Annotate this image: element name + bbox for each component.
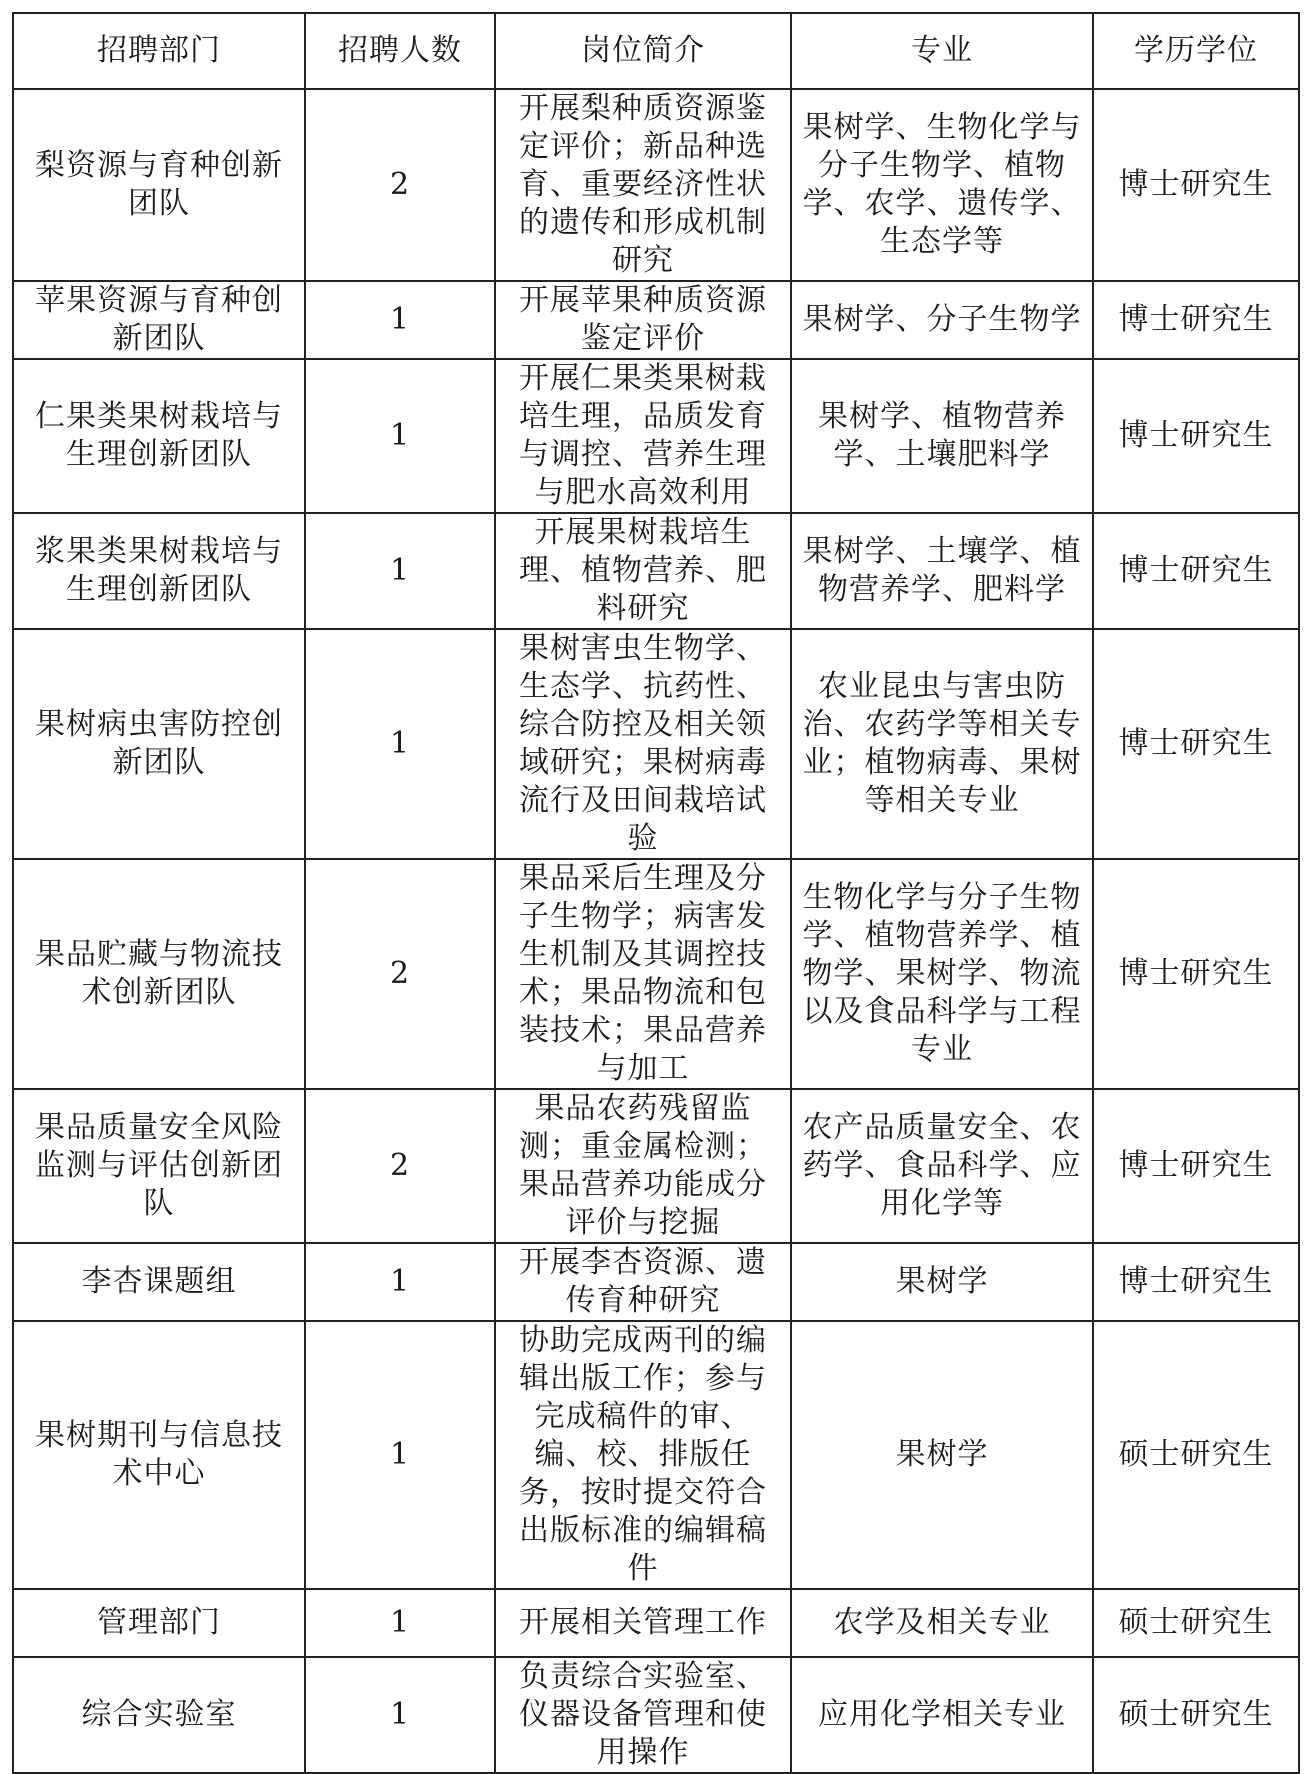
table-row — [13, 89, 1299, 281]
dept-cell: 管理部门 — [13, 1589, 305, 1657]
degree-cell: 硕士研究生 — [1093, 1589, 1299, 1657]
table-row — [13, 1243, 1299, 1321]
desc-cell: 开展梨种质资源鉴定评价；新品种选育、重要经济性状的遗传和形成机制研究 — [495, 89, 791, 281]
dept-cell: 果品贮藏与物流技术创新团队 — [13, 859, 305, 1089]
count-cell: 1 — [305, 359, 495, 513]
header-major: 专业 — [791, 13, 1093, 89]
count-cell: 2 — [305, 1089, 495, 1243]
table-row — [13, 1589, 1299, 1657]
table-row — [13, 629, 1299, 859]
degree-cell: 博士研究生 — [1093, 859, 1299, 1089]
degree-cell: 博士研究生 — [1093, 281, 1299, 359]
desc-cell: 协助完成两刊的编辑出版工作；参与完成稿件的审、编、校、排版任务，按时提交符合出版标准的编辑稿件 — [495, 1321, 791, 1589]
degree-cell: 硕士研究生 — [1093, 1321, 1299, 1589]
desc-cell: 开展仁果类果树栽培生理，品质发育与调控、营养生理与肥水高效利用 — [495, 359, 791, 513]
recruitment-table — [12, 12, 1300, 1774]
desc-cell: 开展苹果种质资源鉴定评价 — [495, 281, 791, 359]
dept-cell: 李杏课题组 — [13, 1243, 305, 1321]
desc-cell: 负责综合实验室、仪器设备管理和使用操作 — [495, 1657, 791, 1773]
degree-cell: 博士研究生 — [1093, 513, 1299, 629]
desc-cell: 开展相关管理工作 — [495, 1589, 791, 1657]
header-count: 招聘人数 — [305, 13, 495, 89]
table-row — [13, 281, 1299, 359]
table-row — [13, 1089, 1299, 1243]
major-cell: 果树学 — [791, 1321, 1093, 1589]
dept-cell: 苹果资源与育种创新团队 — [13, 281, 305, 359]
degree-cell: 博士研究生 — [1093, 629, 1299, 859]
dept-cell: 浆果类果树栽培与生理创新团队 — [13, 513, 305, 629]
header-degree: 学历学位 — [1093, 13, 1299, 89]
desc-cell: 开展李杏资源、遗传育种研究 — [495, 1243, 791, 1321]
major-cell: 果树学 — [791, 1243, 1093, 1321]
major-cell: 果树学、生物化学与分子生物学、植物学、农学、遗传学、生态学等 — [791, 89, 1093, 281]
dept-cell: 综合实验室 — [13, 1657, 305, 1773]
dept-cell: 果树期刊与信息技术中心 — [13, 1321, 305, 1589]
degree-cell: 博士研究生 — [1093, 1243, 1299, 1321]
table-header-row — [13, 13, 1299, 89]
degree-cell: 硕士研究生 — [1093, 1657, 1299, 1773]
degree-cell: 博士研究生 — [1093, 1089, 1299, 1243]
desc-cell: 果品采后生理及分子生物学；病害发生机制及其调控技术；果品物流和包装技术；果品营养与加工 — [495, 859, 791, 1089]
dept-cell: 梨资源与育种创新团队 — [13, 89, 305, 281]
header-dept: 招聘部门 — [13, 13, 305, 89]
count-cell: 1 — [305, 1589, 495, 1657]
dept-cell: 果树病虫害防控创新团队 — [13, 629, 305, 859]
desc-cell: 开展果树栽培生理、植物营养、肥料研究 — [495, 513, 791, 629]
table-row — [13, 859, 1299, 1089]
count-cell: 1 — [305, 1243, 495, 1321]
major-cell: 果树学、植物营养学、土壤肥料学 — [791, 359, 1093, 513]
major-cell: 果树学、分子生物学 — [791, 281, 1093, 359]
major-cell: 农产品质量安全、农药学、食品科学、应用化学等 — [791, 1089, 1093, 1243]
major-cell: 生物化学与分子生物学、植物营养学、植物学、果树学、物流以及食品科学与工程专业 — [791, 859, 1093, 1089]
count-cell: 1 — [305, 513, 495, 629]
major-cell: 农业昆虫与害虫防治、农药学等相关专业；植物病毒、果树等相关专业 — [791, 629, 1093, 859]
table-row — [13, 513, 1299, 629]
major-cell: 果树学、土壤学、植物营养学、肥料学 — [791, 513, 1093, 629]
desc-cell: 果树害虫生物学、生态学、抗药性、综合防控及相关领域研究；果树病毒流行及田间栽培试验 — [495, 629, 791, 859]
table-row — [13, 359, 1299, 513]
major-cell: 农学及相关专业 — [791, 1589, 1093, 1657]
dept-cell: 果品质量安全风险监测与评估创新团队 — [13, 1089, 305, 1243]
table-row — [13, 1321, 1299, 1589]
count-cell: 2 — [305, 859, 495, 1089]
dept-cell: 仁果类果树栽培与生理创新团队 — [13, 359, 305, 513]
header-desc: 岗位简介 — [495, 13, 791, 89]
count-cell: 2 — [305, 89, 495, 281]
table-row — [13, 1657, 1299, 1773]
desc-cell: 果品农药残留监测；重金属检测；果品营养功能成分评价与挖掘 — [495, 1089, 791, 1243]
degree-cell: 博士研究生 — [1093, 89, 1299, 281]
count-cell: 1 — [305, 281, 495, 359]
degree-cell: 博士研究生 — [1093, 359, 1299, 513]
count-cell: 1 — [305, 629, 495, 859]
count-cell: 1 — [305, 1321, 495, 1589]
major-cell: 应用化学相关专业 — [791, 1657, 1093, 1773]
count-cell: 1 — [305, 1657, 495, 1773]
